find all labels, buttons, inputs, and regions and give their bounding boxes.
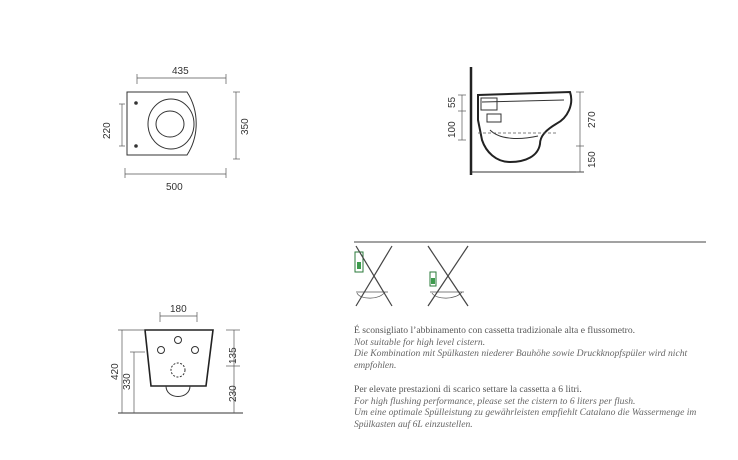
dim-bottom-500: 500: [166, 182, 183, 193]
dim-back-180: 180: [170, 304, 187, 315]
note2-de: Um eine optimale Spülleistung zu gewährleisten empfiehlt Catalano die Wassermenge im Spülkasten auf 6L einzustellen.: [354, 407, 697, 430]
note-flush-volume: [354, 384, 714, 430]
dim-side-150: 150: [587, 151, 598, 168]
bowl-inner-top: [148, 99, 194, 149]
high-cistern-crossed-icon: [355, 246, 392, 306]
dim-right-350: 350: [240, 118, 251, 135]
top-view: [102, 66, 251, 193]
dim-side-100: 100: [447, 121, 458, 138]
dim-side-55: 55: [447, 96, 458, 108]
flush-valve-crossed-icon: [428, 246, 468, 306]
note1-en: Not suitable for high level cistern.: [354, 336, 486, 348]
bowl-outline-back: [145, 330, 213, 386]
note1-de: Die Kombination mit Spülkasten niederer Bauhöhe sowie Druckknopfspüler wird nicht empfohlen.: [354, 348, 688, 371]
dim-left-220: 220: [102, 122, 113, 139]
dim-back-135: 135: [228, 347, 239, 364]
dim-back-420: 420: [110, 363, 121, 380]
note-high-cistern: [354, 325, 714, 371]
dim-side-270: 270: [587, 111, 598, 128]
dim-back-330: 330: [122, 373, 133, 390]
side-view: [447, 67, 598, 175]
note2-it: Per elevate prestazioni di scarico settare la cassetta a 6 litri.: [354, 384, 582, 395]
dim-top-435: 435: [172, 66, 189, 77]
bowl-outline-side: [478, 92, 571, 162]
note1-it: É sconsigliato l’abbinamento con cassetta tradizionale alta e flussometro.: [354, 325, 636, 336]
note2-en: For high flushing performance, please set the cistern to 6 liters per flush.: [354, 395, 636, 407]
dim-back-230: 230: [228, 385, 239, 402]
back-view: [110, 304, 243, 413]
